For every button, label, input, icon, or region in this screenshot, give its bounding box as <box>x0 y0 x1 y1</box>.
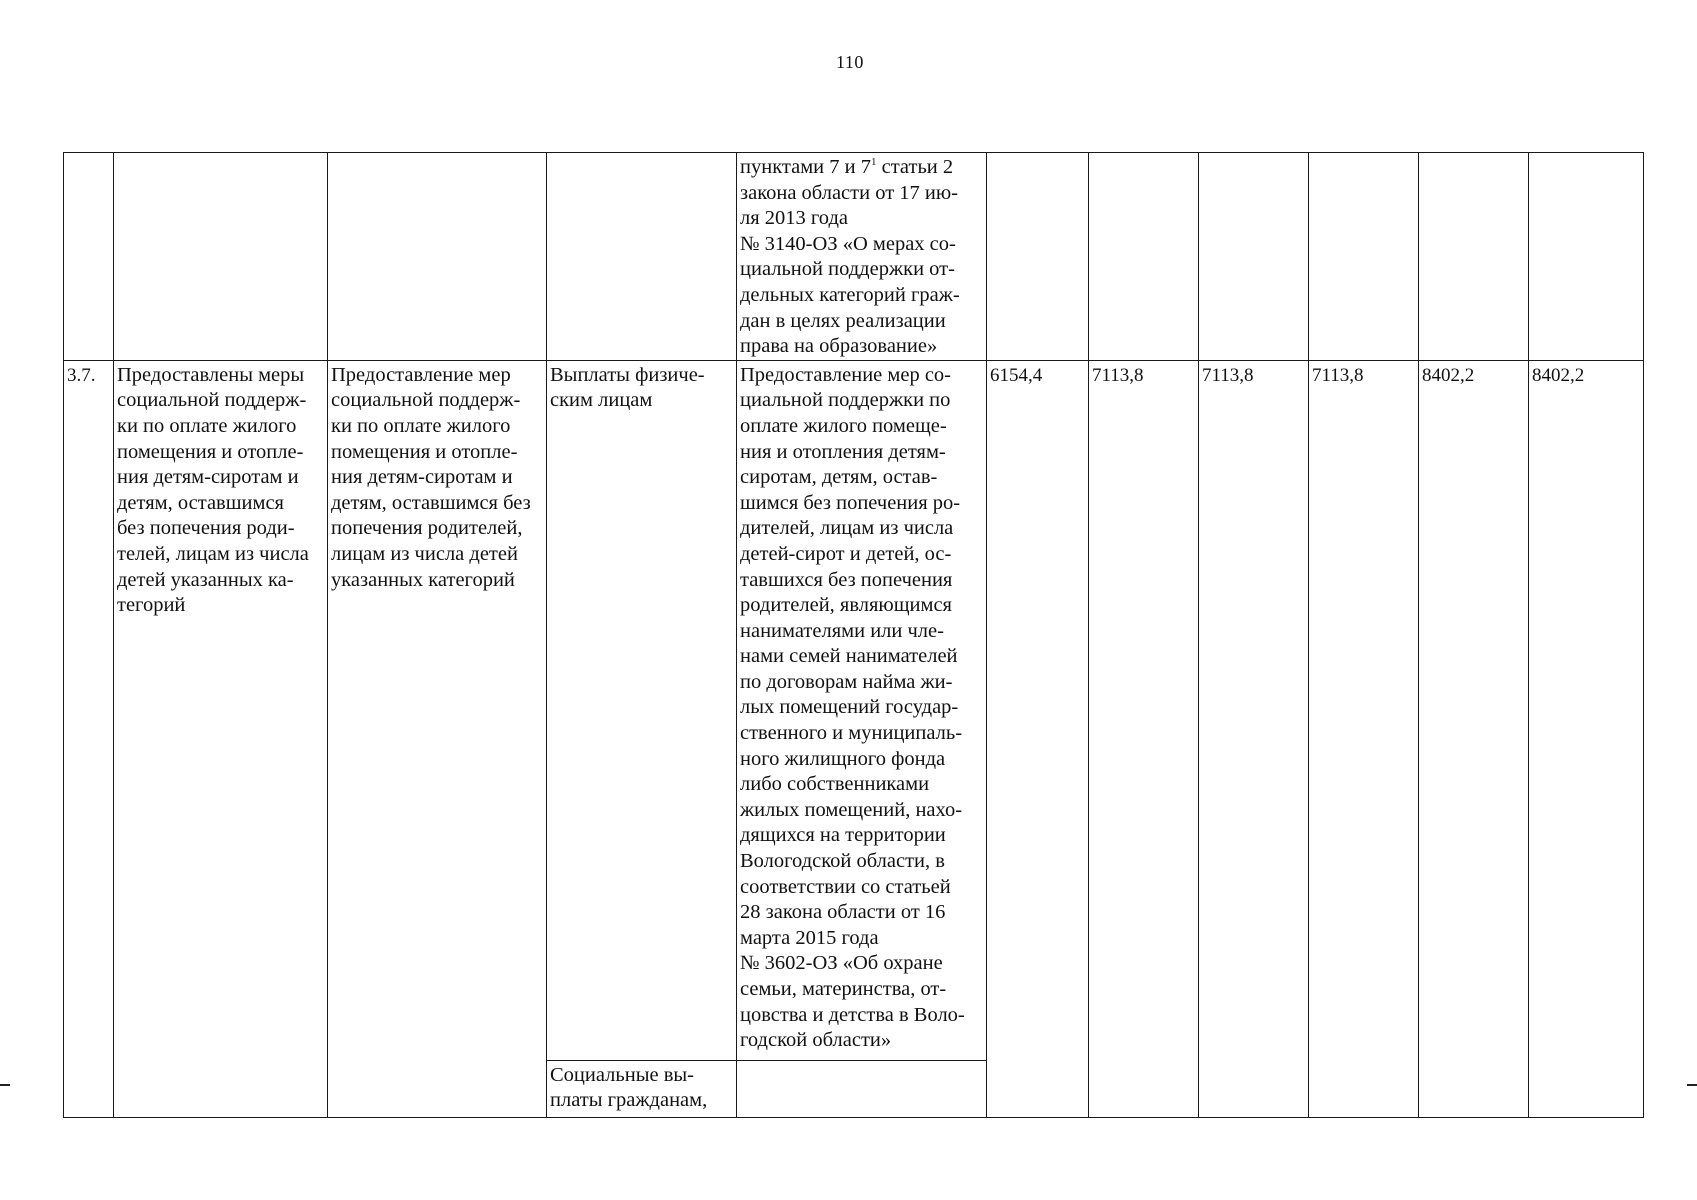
cell-expense-type-2 <box>547 1060 737 1117</box>
measure-text: Предоставление мер социальной поддерж- ки по оплате жилого помещения и отопле- ния детям-сиротам и детям, оставшимся без попечения родителей, лицам из числа детей указанных категорий <box>331 363 531 591</box>
value-6: 8402,2 <box>1529 360 1644 1117</box>
cell-expense-type-empty <box>547 153 737 361</box>
cell-number-empty <box>64 153 114 361</box>
cell-value-empty-2 <box>1089 153 1199 361</box>
cell-value-empty-3 <box>1199 153 1309 361</box>
page-number: 110 <box>836 52 864 72</box>
basis-text: Предоставление мер со- циальной поддержки по оплате жилого помеще- ния и отопления детям- сиротам, детям, остав- шимся без попечения ро- дителей, лицам из числа детей-сирот и детей, ос- тавшихся без попечения родителей, являющимся нанимателями или чле- нами семей нанимателей по договорам найма жи- лых помещений государ- ственного и муниципаль- ного жилищного фонда либо собственниками жилых помещений, нахо- дящихся на территории Вологодской области, в соответствии со статьей 28 закона области от 16 марта 2015 года № 3602-ОЗ «Об охране семьи, материнства, от- цовства и детства в Воло- годской области» <box>740 363 965 1052</box>
cell-basis-continuation <box>737 153 987 361</box>
cell-result <box>114 360 328 1117</box>
value-1: 6154,4 <box>987 360 1089 1117</box>
cell-measure <box>328 360 547 1117</box>
table-row-continuation <box>64 153 1644 361</box>
cell-value-empty-6 <box>1529 153 1644 361</box>
result-text: Предоставлены меры социальной поддерж- ки по оплате жилого помещения и отопле- ния детям-сиротам и детям, оставшимся без попечения роди- телей, лицам из числа детей указанных ка- тегорий <box>117 363 309 617</box>
value-4: 7113,8 <box>1309 360 1419 1117</box>
cell-value-empty-4 <box>1309 153 1419 361</box>
cell-expense-type <box>547 360 737 1060</box>
value-5: 8402,2 <box>1419 360 1529 1117</box>
cell-basis <box>737 360 987 1060</box>
cell-basis-2-empty <box>737 1060 987 1117</box>
table-row-3-7 <box>64 360 1644 1060</box>
cell-value-empty-1 <box>987 153 1089 361</box>
cell-value-empty-5 <box>1419 153 1529 361</box>
cell-measure-empty <box>328 153 547 361</box>
cell-result-empty <box>114 153 328 361</box>
basis-continuation-text-start: пунктами 7 и 7 <box>740 156 871 178</box>
margin-tick-left <box>0 1084 10 1086</box>
margin-tick-right <box>1687 1084 1697 1086</box>
row-number: 3.7. <box>64 360 114 1117</box>
measures-table <box>63 152 1644 1118</box>
basis-continuation-text-end: статьи 2 закона области от 17 ию- ля 2013 года № 3140-ОЗ «О мерах со- циальной поддержки от- дельных категорий граж- дан в целях реализации права на образование» <box>740 156 960 358</box>
value-3: 7113,8 <box>1199 360 1309 1117</box>
basis-continuation-superscript: 1 <box>870 156 877 169</box>
expense-type-2-text: Социальные вы- платы гражданам, <box>550 1063 708 1112</box>
value-2: 7113,8 <box>1089 360 1199 1117</box>
expense-type-text: Выплаты физиче- ским лицам <box>550 363 705 412</box>
